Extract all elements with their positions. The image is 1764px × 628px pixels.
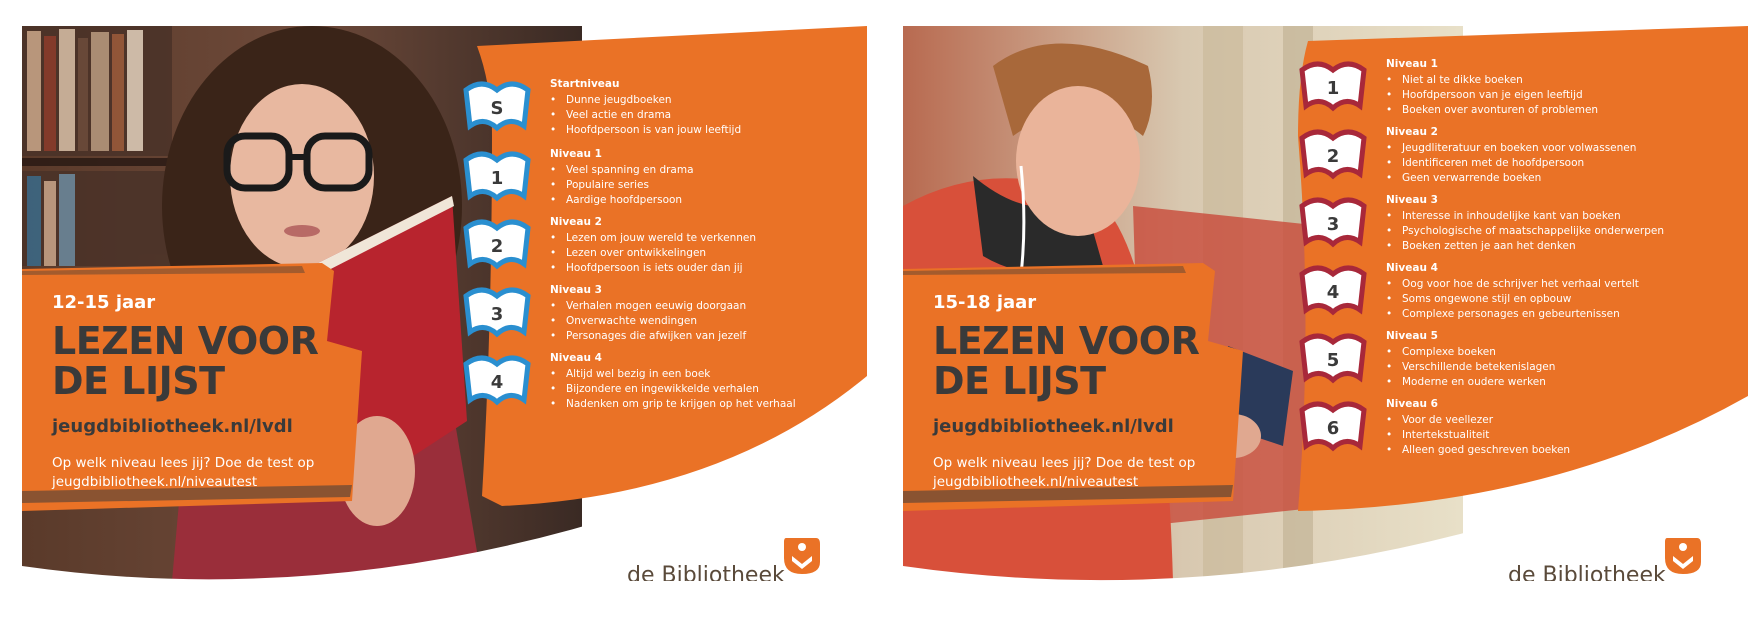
call-to-action (52, 454, 352, 492)
level-badge: 6 (1326, 418, 1340, 439)
bullet: • Hoofdpersoon is van jouw leeftijd (550, 123, 741, 138)
bullet: • Intertekstualiteit (1386, 428, 1570, 443)
level-name: Niveau 3 (1386, 194, 1438, 206)
level-bullets (550, 299, 746, 344)
level-badge: 1 (1326, 78, 1340, 99)
bullet: • Lezen om jouw wereld te verkennen (550, 231, 756, 246)
level-bullets (1386, 277, 1639, 322)
level-badge: 5 (1326, 350, 1340, 371)
open-book-icon (1298, 328, 1368, 384)
bullet: • Lezen over ontwikkelingen (550, 246, 756, 261)
poster-12-15 (22, 26, 867, 581)
level-item (1298, 56, 1698, 126)
poster-title (933, 321, 1199, 401)
level-name: Niveau 2 (1386, 126, 1438, 138)
level-bullets (550, 231, 756, 276)
website-link[interactable]: jeugdbibliotheek.nl/lvdl (933, 416, 1174, 437)
bullet: • Complexe personages en gebeurtenissen (1386, 307, 1639, 322)
bullet: • Niet al te dikke boeken (1386, 73, 1598, 88)
bullet: • Geen verwarrende boeken (1386, 171, 1636, 186)
level-badge: S (490, 98, 504, 119)
level-item (1298, 396, 1698, 466)
bullet: • Jeugdliteratuur en boeken voor volwassenen (1386, 141, 1636, 156)
poster-title (52, 321, 318, 401)
open-book-icon (462, 214, 532, 270)
bullet: • Dunne jeugdboeken (550, 93, 741, 108)
bullet: • Interesse in inhoudelijke kant van boeken (1386, 209, 1664, 224)
bullet: • Hoofdpersoon is iets ouder dan jij (550, 261, 756, 276)
bullet: • Boeken over avonturen of problemen (1386, 103, 1598, 118)
bullet: • Altijd wel bezig in een boek (550, 367, 796, 382)
level-bullets (1386, 73, 1598, 118)
bullet: • Nadenken om grip te krijgen op het verhaal (550, 397, 796, 412)
level-badge: 4 (490, 372, 504, 393)
open-book-icon (1298, 260, 1368, 316)
level-badge: 2 (1326, 146, 1340, 167)
website-link[interactable]: jeugdbibliotheek.nl/lvdl (52, 416, 293, 437)
bullet: • Verhalen mogen eeuwig doorgaan (550, 299, 746, 314)
bullet: • Personages die afwijken van jezelf (550, 329, 746, 344)
bullet: • Bijzondere en ingewikkelde verhalen (550, 382, 796, 397)
open-book-icon (1298, 124, 1368, 180)
bullet: • Alleen goed geschreven boeken (1386, 443, 1570, 458)
poster-15-18 (903, 26, 1748, 581)
level-item (1298, 328, 1698, 398)
level-bullets (550, 93, 741, 138)
open-book-icon (462, 282, 532, 338)
bullet: • Aardige hoofdpersoon (550, 193, 694, 208)
open-book-icon (462, 76, 532, 132)
open-book-icon (462, 146, 532, 202)
open-book-icon (1298, 192, 1368, 248)
cta-line-1: Op welk niveau lees jij? Doe de test op (933, 455, 1196, 471)
age-range: 12-15 jaar (52, 292, 156, 313)
level-item (462, 146, 862, 216)
level-bullets (550, 367, 796, 412)
level-item (462, 76, 862, 146)
level-item (462, 282, 862, 352)
level-item (1298, 124, 1698, 194)
level-item (462, 214, 862, 284)
bullet: • Psychologische of maatschappelijke onderwerpen (1386, 224, 1664, 239)
bullet: • Populaire series (550, 178, 694, 193)
level-list (462, 26, 862, 526)
bullet: • Veel actie en drama (550, 108, 741, 123)
cta-line-2[interactable]: jeugdbibliotheek.nl/niveautest (933, 474, 1139, 490)
level-bullets (1386, 413, 1570, 458)
library-logo-text: de Bibliotheek (627, 563, 785, 581)
bullet: • Boeken zetten je aan het denken (1386, 239, 1664, 254)
level-item (462, 350, 862, 420)
bullet: • Identificeren met de hoofdpersoon (1386, 156, 1636, 171)
age-range: 15-18 jaar (933, 292, 1037, 313)
level-bullets (1386, 141, 1636, 186)
library-logo-icon (780, 534, 822, 576)
level-bullets (1386, 209, 1664, 254)
level-badge: 3 (1326, 214, 1340, 235)
library-logo-icon (1661, 534, 1703, 576)
open-book-icon (1298, 56, 1368, 112)
level-name: Niveau 5 (1386, 330, 1438, 342)
bullet: • Moderne en oudere werken (1386, 375, 1555, 390)
cta-line-1: Op welk niveau lees jij? Doe de test op (52, 455, 315, 471)
open-book-icon (1298, 396, 1368, 452)
level-name: Niveau 4 (1386, 262, 1438, 274)
open-book-icon (462, 350, 532, 406)
level-bullets (1386, 345, 1555, 390)
call-to-action (933, 454, 1233, 492)
title-line-2: DE LIJST (933, 359, 1106, 403)
title-line-2: DE LIJST (52, 359, 225, 403)
level-name: Startniveau (550, 78, 620, 90)
level-name: Niveau 6 (1386, 398, 1438, 410)
bullet: • Hoofdpersoon van je eigen leeftijd (1386, 88, 1598, 103)
bullet: • Onverwachte wendingen (550, 314, 746, 329)
cta-line-2[interactable]: jeugdbibliotheek.nl/niveautest (52, 474, 258, 490)
bullet: • Complexe boeken (1386, 345, 1555, 360)
bullet: • Oog voor hoe de schrijver het verhaal vertelt (1386, 277, 1639, 292)
level-name: Niveau 3 (550, 284, 602, 296)
level-bullets (550, 163, 694, 208)
level-badge: 2 (490, 236, 504, 257)
level-name: Niveau 4 (550, 352, 602, 364)
level-name: Niveau 1 (1386, 58, 1438, 70)
title-line-1: LEZEN VOOR (52, 319, 319, 363)
level-name: Niveau 1 (550, 148, 602, 160)
bullet: • Veel spanning en drama (550, 163, 694, 178)
level-item (1298, 260, 1698, 330)
level-badge: 3 (490, 304, 504, 325)
bullet: • Verschillende betekenislagen (1386, 360, 1555, 375)
level-badge: 4 (1326, 282, 1340, 303)
library-logo-text: de Bibliotheek (1508, 563, 1666, 581)
level-name: Niveau 2 (550, 216, 602, 228)
bullet: • Voor de veellezer (1386, 413, 1570, 428)
level-badge: 1 (490, 168, 504, 189)
bullet: • Soms ongewone stijl en opbouw (1386, 292, 1639, 307)
title-line-1: LEZEN VOOR (933, 319, 1200, 363)
level-list (1298, 26, 1698, 526)
level-item (1298, 192, 1698, 262)
